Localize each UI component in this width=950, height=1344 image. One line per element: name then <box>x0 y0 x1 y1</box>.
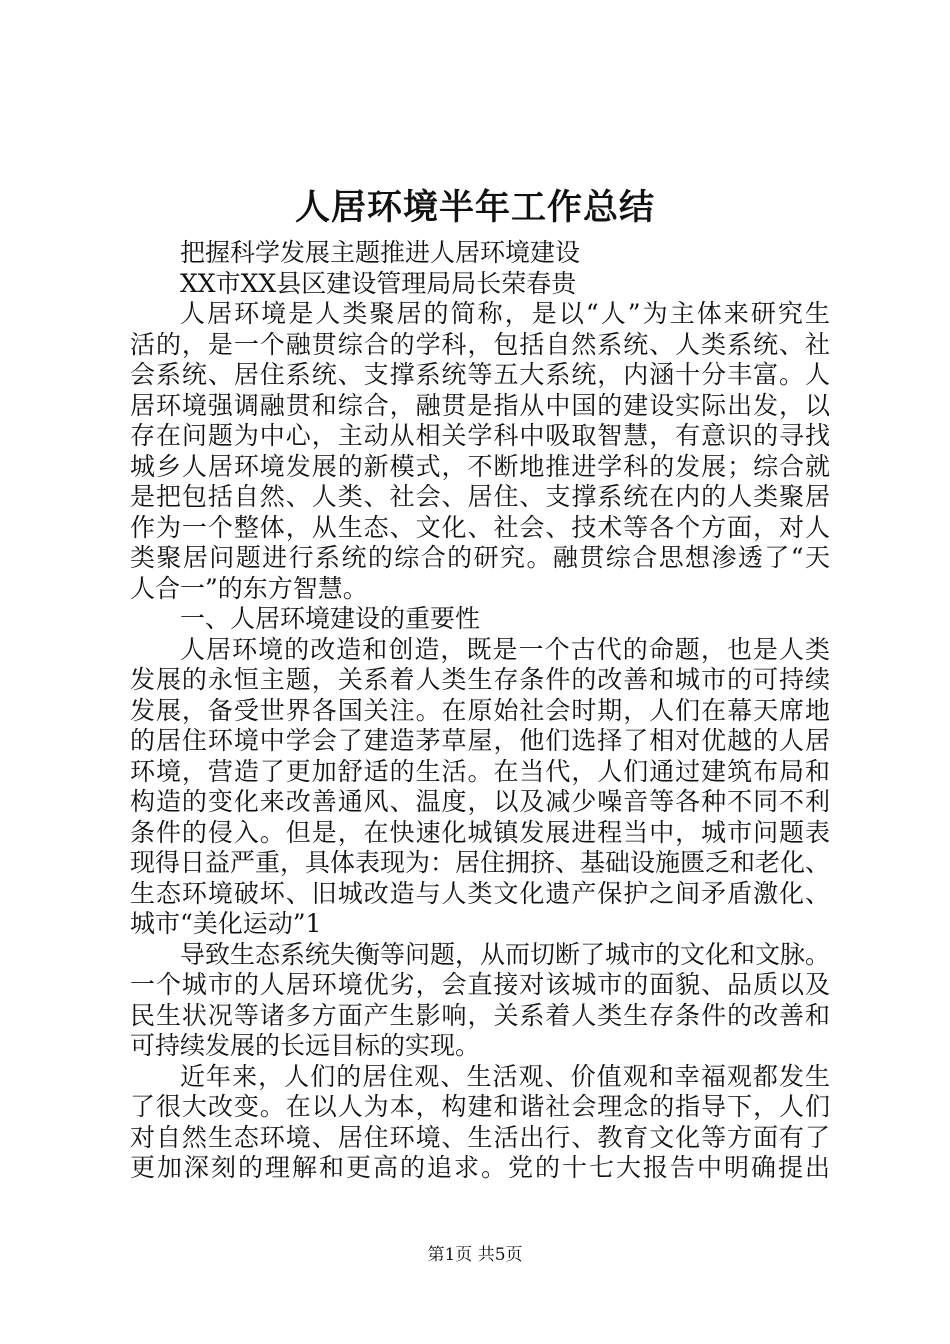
text-line: 导致生态系统失衡等问题，从而切断了城市的文化和文脉。 <box>180 939 830 969</box>
text-line: 人居环境的改造和创造，既是一个古代的命题，也是人类 <box>180 634 830 664</box>
text-line: 人居环境是人类聚居的简称，是以“人”为主体来研究生 <box>180 299 830 328</box>
text-line: 类聚居问题进行系统的综合的研究。融贯综合思想渗透了“天 <box>130 543 830 572</box>
text-line: 生态环境破坏、旧城改造与人类文化遗产保护之间矛盾激化、 <box>130 878 830 908</box>
text-line: 存在问题为中心，主动从相关学科中吸取智慧，有意识的寻找 <box>130 421 830 450</box>
text-line: 城市“美化运动”1 <box>130 909 322 938</box>
text-line: 一个城市的人居环境优劣，会直接对该城市的面貌、品质以及 <box>130 970 830 999</box>
text-line: 对自然生态环境、居住环境、生活出行、教育文化等方面有了 <box>130 1122 830 1152</box>
text-line: 的居住环境中学会了建造茅草屋，他们选择了相对优越的人居 <box>130 726 830 755</box>
text-line: 把握科学发展主题推进人居环境建设 <box>180 238 581 267</box>
text-line: 可持续发展的长远目标的实现。 <box>130 1031 481 1060</box>
text-line: 活的，是一个融贯综合的学科，包括自然系统、人类系统、社 <box>130 329 830 359</box>
text-line: 城乡人居环境发展的新模式，不断地推进学科的发展；综合就 <box>130 451 830 481</box>
text-line: 人合一”的东方智慧。 <box>130 573 368 603</box>
page-number-footer: 第1页 共5页 <box>427 1245 523 1265</box>
page-title: 人居环境半年工作总结 <box>294 187 655 228</box>
text-line: 环境，营造了更加舒适的生活。在当代，人们通过建筑布局和 <box>130 756 830 786</box>
text-line: 作为一个整体，从生态、文化、社会、技术等各个方面，对人 <box>130 512 830 542</box>
document-body <box>130 238 830 1184</box>
text-line: 是把包括自然、人类、社会、居住、支撑系统在内的人类聚居 <box>130 482 830 511</box>
text-line: 发展的永恒主题，关系着人类生存条件的改善和城市的可持续 <box>130 665 830 694</box>
text-line: XX市XX县区建设管理局局长荣春贵 <box>180 268 577 298</box>
text-line: 了很大改变。在以人为本，构建和谐社会理念的指导下，人们 <box>130 1092 830 1121</box>
text-line: 更加深刻的理解和更高的追求。党的十七大报告中明确提出 <box>130 1153 830 1182</box>
text-line: 现得日益严重，具体表现为：居住拥挤、基础设施匮乏和老化、 <box>130 848 830 877</box>
text-line: 发展，备受世界各国关注。在原始社会时期，人们在幕天席地 <box>130 695 830 725</box>
text-line: 居环境强调融贯和综合，融贯是指从中国的建设实际出发，以 <box>130 390 830 420</box>
text-line: 近年来，人们的居住观、生活观、价值观和幸福观都发生 <box>180 1061 830 1091</box>
text-line: 一、人居环境建设的重要性 <box>180 604 481 633</box>
text-line: 会系统、居住系统、支撑系统等五大系统，内涵十分丰富。人 <box>130 360 830 389</box>
text-line: 构造的变化来改善通风、温度，以及减少噪音等各种不同不利 <box>130 787 830 816</box>
text-line: 民生状况等诸多方面产生影响，关系着人类生存条件的改善和 <box>130 1000 830 1030</box>
text-line: 条件的侵入。但是，在快速化城镇发展进程当中，城市问题表 <box>130 817 830 847</box>
